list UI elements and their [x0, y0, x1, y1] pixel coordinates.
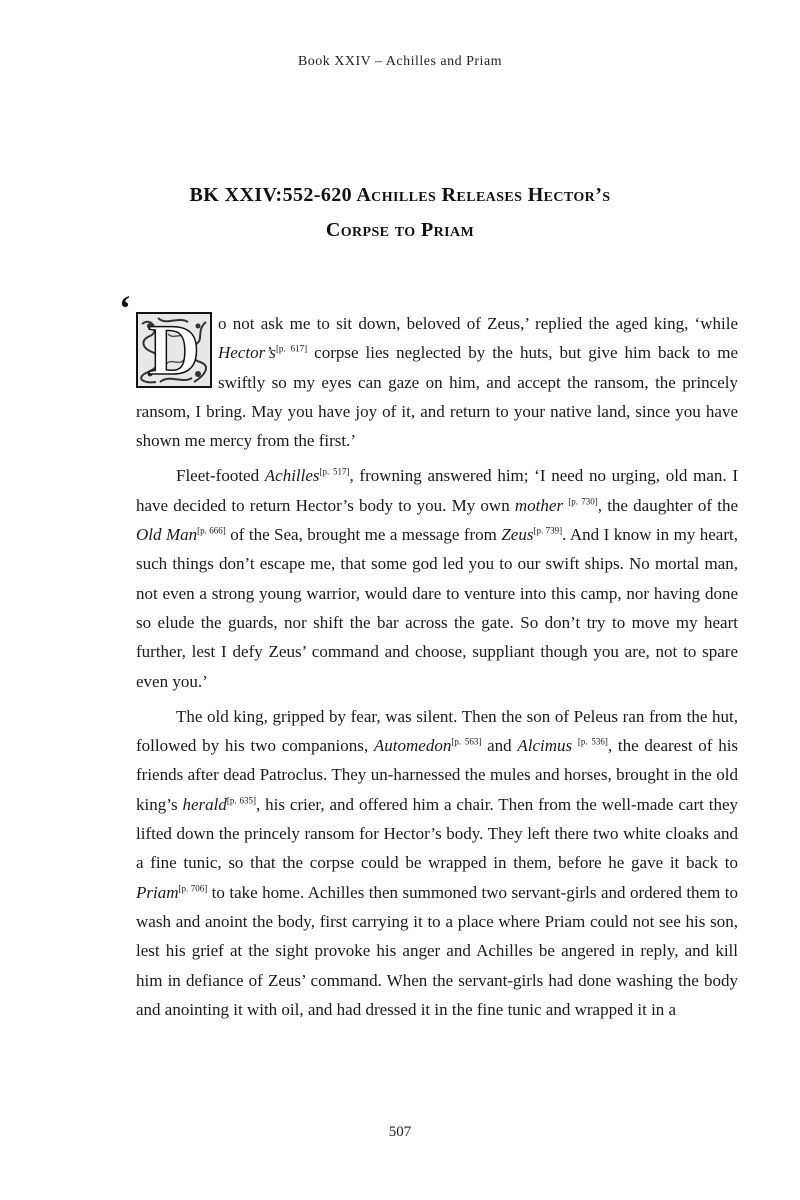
paragraph-text: , his crier, and offered him a chair. Then from the well-made cart they lifted down the princely ransom for Hector’s body. They left there two white cloaks and a fine tunic, so that the corpse could be wrapped in them, before he gave it back to: [136, 794, 739, 873]
paragraph-text: corpse lies neglected by the huts, but give him back to me swiftly so my eyes can gaze on him, and accept the ransom, the princely ransom, I bring. May you have joy of it, and return to your native land, since you have shown me mercy from the first.’: [136, 343, 738, 451]
paragraph-text: o not ask me to sit down, beloved of Zeus,’ replied the aged king, ‘while: [218, 314, 738, 333]
paragraph-text: . And I know in my heart, such things don’t escape me, that some god led you to our swift ships. No mortal man, not even a strong young warrior, would dare to venture into this camp, nor having done so elude the guards, nor shift the bar across the gate. So don’t try to move my heart further, lest I defy Zeus’ command and choose, suppliant though you are, not to spare even you.’: [136, 525, 738, 691]
paragraph-text: of the Sea, brought me a message from: [225, 525, 502, 545]
paragraph-text: , the daughter of the: [597, 495, 738, 515]
drop-cap-letter: D: [148, 312, 200, 388]
paragraph-text: and: [481, 736, 518, 756]
italic-name: Hector’s: [218, 343, 276, 363]
paragraph-text: , the dearest of his friends after dead Patroclus. They un-harnessed the mules and horses, brought in the old king’s: [136, 736, 739, 814]
page-reference: [p. 635]: [226, 795, 257, 806]
chapter-title: [120, 178, 680, 248]
opening-quote-mark: ‘: [119, 288, 131, 328]
italic-name: herald: [182, 794, 227, 814]
paragraph-2: [136, 461, 738, 695]
page-reference: [p. 730]: [568, 496, 598, 507]
italic-name: Automedon: [373, 736, 452, 756]
page-reference: [p. 536]: [577, 736, 608, 747]
page-reference: [p. 563]: [451, 736, 482, 747]
paragraph-3: [136, 702, 738, 1024]
italic-name: Achilles: [264, 466, 320, 486]
drop-cap-ornament: [136, 312, 212, 388]
paragraph-text: Fleet-footed: [176, 466, 265, 486]
paragraph-1: [136, 309, 738, 455]
italic-name: Priam: [136, 882, 179, 902]
page-reference: [p. 617]: [275, 343, 308, 354]
page-reference: [p. 517]: [319, 466, 350, 477]
italic-name: Zeus: [501, 525, 534, 545]
italic-name: Alcimus: [517, 736, 573, 756]
page-number: 507: [388, 1124, 412, 1140]
italic-name: mother: [514, 495, 564, 515]
body-text: [136, 309, 738, 1024]
page-reference: [p. 666]: [197, 525, 226, 536]
paragraph-text: , frowning answered him; ‘I need no urging, old man. I have decided to return Hector’s body to you. My own: [136, 466, 738, 515]
paragraph-text: to take home. Achilles then summoned two servant-girls and ordered them to wash and anoint the body, first carrying it to a place where Priam could not see his son, lest his grief at the sight provoke his anger and Achilles be angered in reply, and kill him in defiance of Zeus’ command. When the servant-girls had done washing the body and anointing it with oil, and had dressed it in the fine tunic and wrapped it in a: [136, 882, 738, 1019]
page-reference: [p. 706]: [178, 882, 208, 893]
chapter-title-line-1: BK XXIV:552-620 Achilles Releases Hector’s: [189, 184, 611, 206]
page-reference: [p. 739]: [533, 525, 563, 536]
running-head: Book XXIV – Achilles and Priam: [297, 54, 503, 69]
chapter-title-line-2: Corpse to Priam: [325, 219, 475, 241]
italic-name: Old Man: [136, 525, 198, 545]
paragraph-text: The old king, gripped by fear, was silent. Then the son of Peleus ran from the hut, followed by his two companions,: [136, 706, 738, 756]
